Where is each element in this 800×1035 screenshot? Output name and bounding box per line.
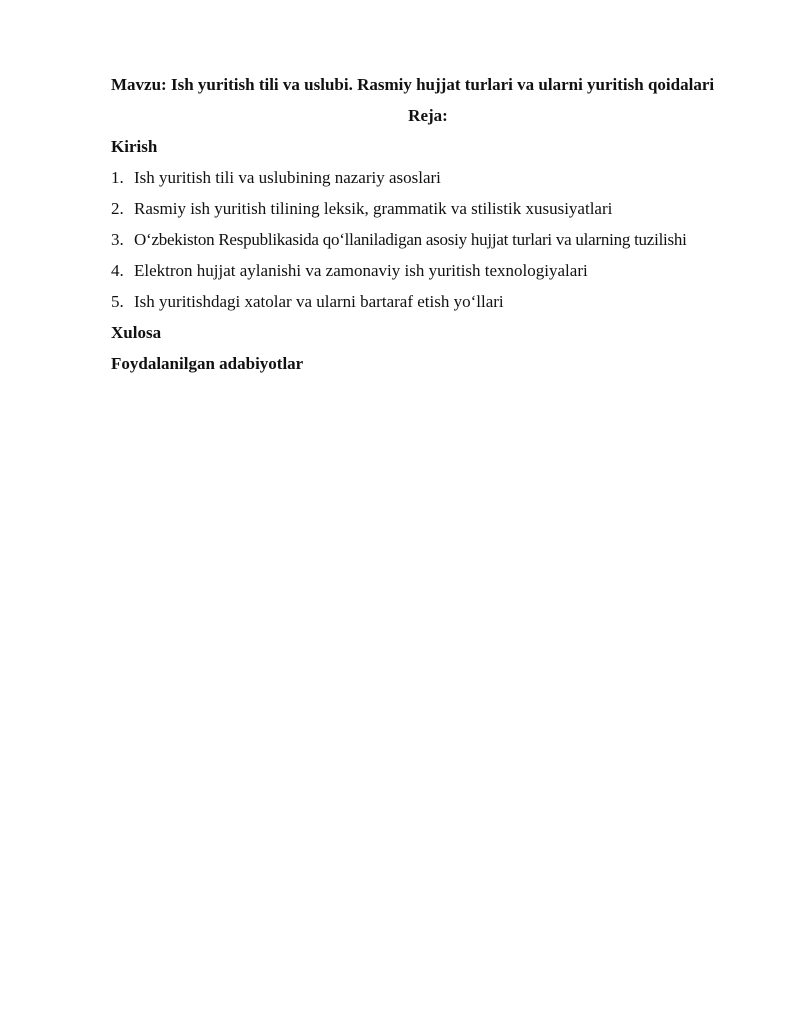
plan-item bbox=[111, 226, 744, 254]
document-content bbox=[111, 71, 744, 378]
plan-item-text: Elektron hujjat aylanishi va zamonaviy ish yuritish texnologiyalari bbox=[134, 261, 588, 280]
plan-item-number: 5. bbox=[111, 292, 124, 311]
plan-heading: Reja: bbox=[408, 106, 448, 125]
references-heading: Foydalanilgan adabiyotlar bbox=[111, 354, 304, 373]
plan-item bbox=[111, 164, 744, 192]
plan-item-text: Ish yuritish tili va uslubining nazariy asoslari bbox=[134, 168, 441, 187]
plan-item-number: 4. bbox=[111, 261, 124, 280]
plan-item-number: 3. bbox=[111, 230, 124, 249]
plan-item-text: O‘zbekiston Respublikasida qo‘llaniladigan asosiy hujjat turlari va ularning tuzilishi bbox=[134, 230, 687, 249]
plan-item bbox=[111, 195, 744, 223]
plan-list bbox=[111, 164, 744, 316]
plan-item-number: 2. bbox=[111, 199, 124, 218]
plan-item bbox=[111, 257, 744, 285]
plan-item-text: Ish yuritishdagi xatolar va ularni bartaraf etish yo‘llari bbox=[134, 292, 504, 311]
plan-item-number: 1. bbox=[111, 168, 124, 187]
topic-title: Mavzu: Ish yuritish tili va uslubi. Rasmiy hujjat turlari va ularni yuritish qoidalari bbox=[111, 75, 715, 94]
plan-item bbox=[111, 288, 744, 316]
intro-heading: Kirish bbox=[111, 137, 158, 156]
conclusion-heading: Xulosa bbox=[111, 323, 162, 342]
plan-item-text: Rasmiy ish yuritish tilining leksik, grammatik va stilistik xususiyatlari bbox=[134, 199, 613, 218]
